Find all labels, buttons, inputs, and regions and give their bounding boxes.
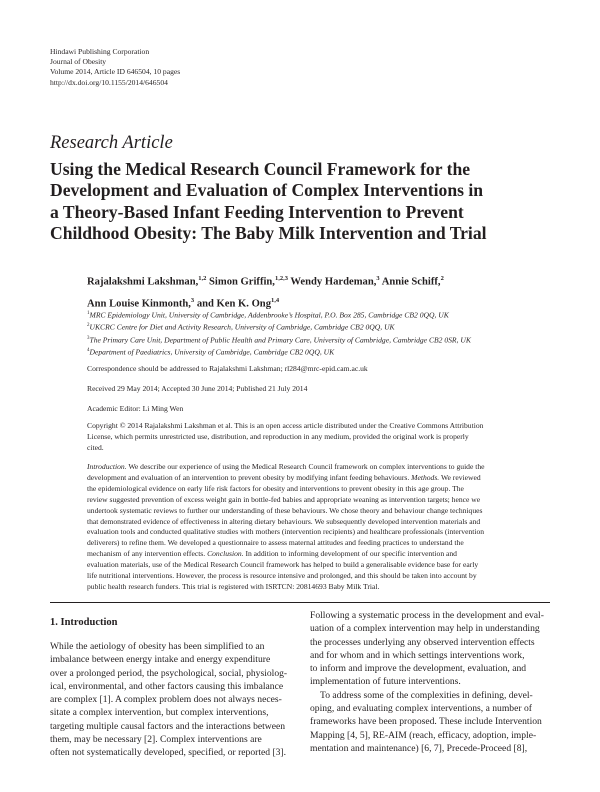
abstract-line: life nutritional interventions. However, the process is resource intensive and prolonged, and this should be taken into account by bbox=[87, 571, 477, 581]
body-line: uation of a complex intervention may help in understanding bbox=[310, 623, 540, 635]
copyright-notice bbox=[87, 421, 550, 454]
dates-line: Received 29 May 2014; Accepted 30 June 2014; Published 21 July 2014 bbox=[87, 384, 308, 393]
abstract-text: mechanism of any intervention effects. bbox=[87, 549, 206, 559]
methods-label: Methods. bbox=[411, 472, 440, 482]
body-line: imbalance between energy intake and energy expenditure bbox=[50, 654, 271, 666]
abstract-text: In addition to informing development of our specific intervention and bbox=[243, 549, 457, 559]
article-title bbox=[50, 159, 550, 244]
author-list bbox=[87, 270, 444, 313]
copyright-line: License, which permits unrestricted use, distribution, and reproduction in any medium, provided the original work is properly bbox=[87, 431, 469, 441]
affiliation-text: The Primary Care Unit, Department of Public Health and Primary Care, University of Cambridge, Cambridge CB2 0SR, UK bbox=[89, 335, 471, 345]
abstract-line bbox=[87, 549, 550, 560]
abstract-line: the epidemiological evidence on early life risk factors for obesity and interventions to prevent obesity in this age group. The bbox=[87, 483, 464, 493]
affiliation-number: 1 bbox=[87, 311, 90, 316]
body-line: mentation and maintenance) [6, 7], Precede-Proceed [8], bbox=[310, 742, 528, 754]
author-affiliation-mark: 1,2,3 bbox=[274, 275, 288, 282]
abstract-text: We reviewed bbox=[439, 472, 481, 482]
affiliation-text: Department of Paediatrics, University of Cambridge, Cambridge CB2 0QQ, UK bbox=[89, 347, 335, 357]
author-line bbox=[87, 270, 444, 292]
body-column-right bbox=[310, 609, 550, 755]
abstract-text: We describe our experience of using the Medical Research Council framework on complex interventions to guide the bbox=[126, 462, 485, 471]
abstract-line: undertook systematic reviews to further our understanding of these behaviours. We chose theory and behaviour change techniques bbox=[87, 505, 483, 515]
author-affiliation-mark: 3 bbox=[190, 296, 195, 304]
body-line: sitate a complex intervention, but complex interventions, bbox=[50, 707, 269, 719]
affiliation-number: 4 bbox=[87, 348, 90, 354]
affiliation-item bbox=[87, 346, 471, 358]
author-name: and Ken K. Ong bbox=[194, 298, 271, 310]
body-line: targeting multiple causal factors and the interactions between bbox=[50, 720, 286, 732]
journal-header bbox=[50, 47, 180, 88]
body-line: To address some of the complexities in defining, devel- bbox=[320, 689, 533, 701]
affiliation-item bbox=[87, 334, 471, 346]
body-line: ical, environmental, and other factors causing this imbalance bbox=[50, 680, 284, 692]
title-line: a Theory-Based Infant Feeding Intervention to Prevent bbox=[50, 201, 464, 222]
abstract-line bbox=[87, 462, 550, 473]
journal-name: Journal of Obesity bbox=[50, 57, 107, 67]
body-line: implementation of future interventions. bbox=[310, 676, 461, 688]
abstract-line: public health research funders. This trial is registered with ISRTCN: 20814693 Baby Milk Trial. bbox=[87, 581, 380, 591]
affiliation-text: MRC Epidemiology Unit, University of Cambridge, Addenbrooke’s Hospital, P.O. Box 285, Cambridge CB2 0QQ, UK bbox=[89, 310, 449, 320]
publisher-name: Hindawi Publishing Corporation bbox=[50, 47, 150, 56]
copyright-line: cited. bbox=[87, 442, 104, 452]
affiliation-number: 3 bbox=[87, 335, 90, 341]
body-column-left bbox=[50, 640, 290, 760]
author-affiliation-mark: 3 bbox=[376, 275, 380, 282]
body-line: to inform and improve the development, evaluation, and bbox=[310, 663, 527, 675]
author-name: Simon Griffin, bbox=[206, 276, 275, 288]
affiliation-item bbox=[87, 321, 471, 333]
body-line: are complex [1]. A complex problem does not always neces- bbox=[50, 694, 282, 706]
body-line: and for whom and in which settings interventions work, bbox=[310, 649, 525, 661]
conclusion-label: Conclusion. bbox=[207, 549, 244, 559]
body-line: the processes underlying any observed intervention effects bbox=[310, 636, 535, 648]
abstract bbox=[87, 462, 550, 593]
body-line: oping, and evaluating complex interventions, a number of bbox=[310, 703, 532, 715]
abstract-text: development and evaluation of an intervention to prevent obesity by modifying infant feeding behaviours. bbox=[87, 472, 410, 482]
copyright-line: Copyright © 2014 Rajalakshmi Lakshman et al. This is an open access article distributed under the Creative Commons Attribution bbox=[87, 421, 484, 430]
volume-info: Volume 2014, Article ID 646504, 10 pages bbox=[50, 67, 181, 77]
title-line: Development and Evaluation of Complex Interventions in bbox=[50, 180, 484, 201]
affiliation-number: 2 bbox=[87, 323, 90, 329]
author-name: Wendy Hardeman, bbox=[287, 276, 377, 288]
article-type: Research Article bbox=[50, 133, 173, 153]
introduction-label: Introduction. bbox=[87, 462, 127, 471]
abstract-line bbox=[87, 473, 550, 484]
author-name: Rajalakshmi Lakshman, bbox=[87, 276, 199, 288]
author-name: Annie Schiff, bbox=[379, 276, 441, 288]
abstract-line: that demonstrated evidence of effectiveness in altering dietary behaviours. We subsequently developed intervention materials and bbox=[87, 516, 481, 526]
body-line: often not systematically developed, specified, or reported [3]. bbox=[50, 747, 287, 759]
affiliation-item bbox=[87, 309, 471, 321]
academic-editor: Academic Editor: Li Ming Wen bbox=[87, 404, 184, 413]
affiliation-list bbox=[87, 309, 471, 359]
body-line: over a prolonged period, the psychological, social, physiolog- bbox=[50, 667, 288, 679]
affiliation-text: UKCRC Centre for Diet and Activity Research, University of Cambridge, Cambridge CB2 0QQ, UK bbox=[89, 322, 395, 332]
body-line: them, may be necessary [2]. Complex interventions are bbox=[50, 734, 262, 746]
author-affiliation-mark: 2 bbox=[440, 275, 444, 282]
author-affiliation-mark: 1,2 bbox=[198, 275, 207, 282]
abstract-line: evaluation materials, use of the Medical Research Council framework has helped to build a generalisable evidence base for early bbox=[87, 560, 479, 570]
title-line: Using the Medical Research Council Framework for the bbox=[50, 159, 471, 179]
body-line: Following a systematic process in the development and eval- bbox=[310, 610, 544, 621]
abstract-line: evaluation tools and conducted qualitative studies with mothers (intervention recipients) and healthcare professionals (intervention bbox=[87, 527, 485, 537]
author-affiliation-mark: 1,4 bbox=[271, 296, 280, 304]
author-name: Ann Louise Kinmonth, bbox=[87, 298, 191, 310]
body-line: While the aetiology of obesity has been simplified to an bbox=[50, 641, 265, 652]
body-line: frameworks have been proposed. These include Intervention bbox=[310, 716, 542, 728]
title-line: Childhood Obesity: The Baby Milk Intervention and Trial bbox=[50, 222, 487, 243]
section-heading: 1. Introduction bbox=[50, 617, 118, 628]
abstract-line: deliverers) to refine them. We developed a questionnaire to assess maternal attitudes and feeding practices to understand the bbox=[87, 538, 464, 548]
section-divider bbox=[50, 602, 550, 603]
correspondence-line: Correspondence should be addressed to Rajalakshmi Lakshman; rl284@mrc-epid.cam.ac.uk bbox=[87, 364, 368, 373]
abstract-line: review suggested prevention of excess weight gain in bottle-fed babies and appropriate weaning as intervention targets; hence we bbox=[87, 494, 481, 504]
body-line: Mapping [4, 5], RE-AIM (reach, efficacy, adoption, imple- bbox=[310, 729, 537, 741]
doi-link[interactable]: http://dx.doi.org/10.1155/2014/646504 bbox=[50, 77, 168, 87]
